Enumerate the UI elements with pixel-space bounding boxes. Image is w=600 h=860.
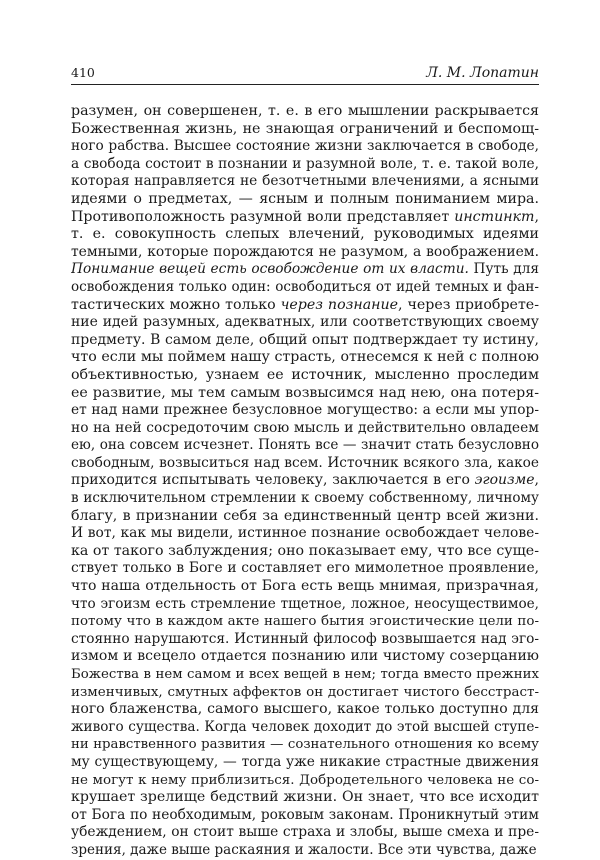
text-line: му существующему, — тогда уже никакие страстные движения — [71, 753, 539, 770]
text-line: предмету. В самом деле, общий опыт подтверждает ту истину, — [71, 331, 539, 348]
text-line: Противоположность разумной воли представляет инстинкт, — [71, 208, 539, 225]
text-line: ею, она совсем исчезнет. Понять все — значит стать безусловно — [71, 437, 539, 454]
text-line: свободным, возвыситься над всем. Источник всякого зла, какое — [71, 454, 539, 471]
text-line: благу, в признании себя за единственный центр всей жизни. — [71, 507, 539, 524]
body-text — [71, 103, 539, 860]
text-line: измом и всецело отдается познанию или чистому созерцанию — [71, 648, 539, 665]
text-line: ного рабства. Высшее состояние жизни заключается в свободе, — [71, 138, 539, 155]
text-line: Понимание вещей есть освобождение от их власти. Путь для — [71, 261, 539, 278]
text-line: которая направляется не безотчетными влечениями, а ясными — [71, 173, 539, 190]
text-line: что если мы поймем нашу страсть, отнесемся к ней с полною — [71, 349, 539, 366]
text-line: идеями о предметах, — ясным и полным пониманием мира. — [71, 190, 539, 207]
text-line: освобождения только один: освободиться от идей темных и фан- — [71, 278, 539, 295]
text-line: зрения, даже выше раскаяния и жалости. Все эти чувства, даже — [71, 841, 537, 858]
text-line: крушает зрелище бедствий жизни. Он знает, что все исходит — [71, 789, 539, 806]
text-line: убеждением, он стоит выше страха и злобы, выше смеха и пре- — [71, 824, 539, 841]
text-line: стоянно нарушаются. Истинный философ возвышается над эго- — [71, 630, 539, 647]
text-line: что эгоизм есть стремление тщетное, ложное, неосуществимое, — [71, 595, 539, 612]
page-number: 410 — [71, 65, 95, 80]
text-line: но на ней сосредоточим свою мысль и действительно овладеем — [71, 419, 539, 436]
text-line: ни нравственного развития — сознательного отношения ко всему — [71, 737, 539, 753]
text-line: темными, которые порождаются не разумом, а воображением. — [71, 243, 539, 260]
text-line: в исключительном стремлении к своему собственному, личному — [71, 490, 539, 507]
text-line: ние идей разумных, адекватных, или соответствующих своему — [71, 314, 539, 331]
text-line: разумен, он совершенен, т. е. в его мышлении раскрывается — [71, 103, 539, 119]
text-line: ет над нами прежнее безусловное могущество: а если мы упор- — [71, 402, 539, 419]
text-line: что наша отдельность от Бога есть вещь мнимая, призрачная, — [71, 578, 539, 595]
text-line: не могут к нему приблизиться. Добродетельного человека не со- — [71, 772, 539, 788]
running-header — [71, 62, 539, 84]
text-line: изменчивых, смутных аффектов он достигает чистого бесстраст- — [71, 684, 539, 700]
book-page — [71, 62, 539, 858]
text-line: живого существа. Когда человек доходит до этой высшей ступе- — [71, 718, 539, 735]
text-line: приходится испытывать человеку, заключается в его эгоизме, — [71, 472, 539, 489]
header-rule — [71, 84, 539, 85]
text-line: Божества в нем самом и всех вещей в нем; тогда вместо прежних — [71, 667, 539, 682]
text-line: тастических можно только через познание, через приобрете- — [71, 296, 539, 313]
text-line: ного блаженства, самого высшего, какое только доступно для — [71, 701, 539, 718]
text-line: И вот, как мы видели, истинное познание освобождает челове- — [71, 525, 539, 542]
text-line: Божественная жизнь, не знающая ограничений и беспомощ- — [71, 120, 539, 137]
text-line: т. е. совокупность слепых влечений, руководимых идеями — [71, 226, 539, 243]
running-head-author: Л. М. Лопатин — [426, 65, 539, 81]
text-line: потому что в каждом акте нашего бытия эгоистические цели по- — [71, 614, 539, 630]
text-line: ее развитие, мы тем самым возвысимся над нею, она потеря- — [71, 384, 539, 401]
text-line: ка от такого заблуждения; оно показывает ему, что все суще- — [71, 542, 539, 559]
text-line: ствует только в Боге и составляет его мимолетное проявление, — [71, 560, 539, 577]
text-line: от Бога по необходимым, роковым законам. Проникнутый этим — [71, 806, 539, 823]
text-line: а свобода состоит в познании и разумной воле, т. е. такой воле, — [71, 155, 539, 172]
text-line: объективностью, узнаем ее источник, мысленно проследим — [71, 366, 539, 383]
